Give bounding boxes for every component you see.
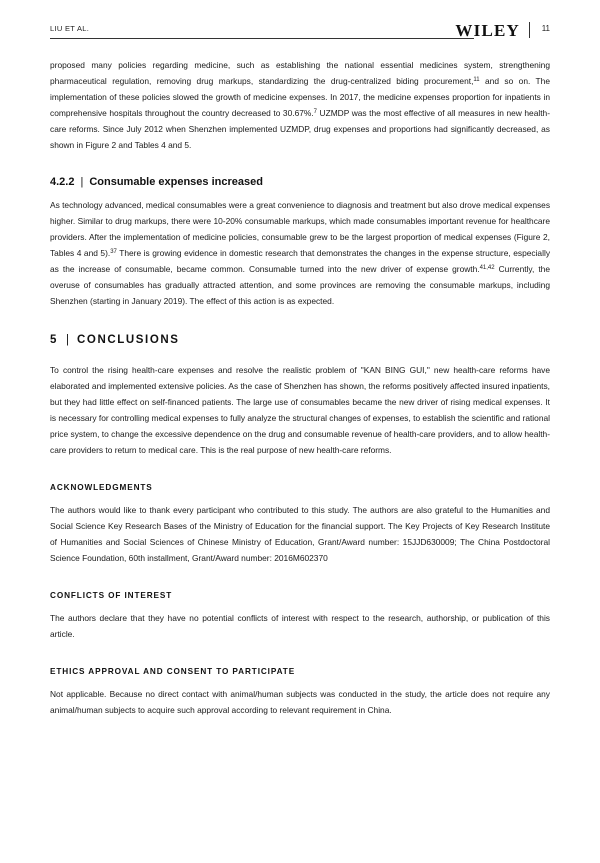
paragraph-ethics-approval: Not applicable. Because no direct contact with animal/human subjects was conducted in the study, the article does not require any animal/human subjects to acquire such approval according to relevant requirement in China. bbox=[50, 689, 550, 715]
paragraph-conflicts-of-interest: The authors declare that they have no potential conflicts of interest with respect to the research, authorship, or publication of this article. bbox=[50, 613, 550, 639]
running-header-authors: LIU ET AL. bbox=[50, 24, 90, 33]
page-number: 11 bbox=[541, 24, 550, 33]
article-body bbox=[50, 57, 550, 718]
heading-ethics-approval: ETHICS APPROVAL AND CONSENT TO PARTICIPATE bbox=[50, 667, 296, 676]
citation[interactable]: 37 bbox=[110, 249, 117, 255]
paragraph-medicine-policies: proposed many policies regarding medicine, such as establishing the national essential medicines system, strengthening pharmaceutical regulation, removing drug markups, standardizing the drug-centralized biding procurement,$^{11}$ and so on. The implementation of these policies slowed the growth of medicine expenses. In 2017, the medicine expenses proportion for inpatients in comprehensive hospitals throughout the country decreased to 30.67%.$^7$ UZMDP was the most effective of all measures in new health-care reforms. Since July 2012 when Shenzhen implemented UZMDP, drug expenses and proportions had significantly decreased, as shown in Figure 2 and Tables 4 and 5. bbox=[50, 60, 550, 150]
paragraph-consumable-expenses: As technology advanced, medical consumables were a great convenience to diagnosis and treatment but also drove medical expenses higher. Similar to drug markups, there were 10-20% consumable markups, which made consumables important revenue for healthcare providers. After the implementation of medicine policies, consumable grew to be the largest proportion of medical expenses (Figure 2, Tables 4 and 5).$^{37}$ There is growing evidence in domestic research that demonstrates the changes in the expense structure, especially as the increase of consumable, became common. Consumable turned into the new driver of expense growth.$^{41,42}$ Currently, the overuse of consumables has gradually attracted attention, and some provinces are removing the consumable markups, including Shenzhen (starting in January 2019). The effect of this action is as expected. bbox=[50, 200, 551, 306]
citation[interactable]: 41,42 bbox=[479, 265, 495, 271]
section-heading-4-2-2: 4.2.2 | Consumable expenses increased bbox=[50, 176, 263, 188]
paragraph-acknowledgments: The authors would like to thank every participant who contributed to this study. The authors are also grateful to the Humanities and Social Science Key Research Bases of the Ministry of Education for the financial support. The Key Projects of Key Research Institute of Humanities and Social Sciences of Chinese Ministry of Education, Grant/Award number: 15JJD630009; The China Postdoctoral Science Foundation, 60th installment, Grant/Award number: 2016M602370 bbox=[50, 505, 550, 563]
citation[interactable]: 7 bbox=[313, 109, 317, 115]
running-header bbox=[50, 20, 550, 46]
paragraph-conclusions: To control the rising health-care expenses and resolve the realistic problem of "KAN BING GUI," new health-care reforms have elaborated and implemented extensive policies. As the case of Shenzhen has shown, the reforms positively affected insured inpatients, but they had little effect on self-financed patients. The large use of consumables became the new driver of rising medical expenses. It is necessary for controlling medical expenses to fully analyze the structural changes of expenses, to establish the scientific and rational price system, to change the excessive dependence on the drug and consumable revenue of health-care providers, and to allow health-care providers to return to medical care. This is the real purpose of new health-care reforms. bbox=[50, 365, 550, 455]
heading-acknowledgments: ACKNOWLEDGMENTS bbox=[50, 483, 153, 492]
header-rule bbox=[50, 38, 474, 39]
section-heading-conclusions: 5 | CONCLUSIONS bbox=[50, 334, 180, 346]
citation[interactable]: 11 bbox=[473, 77, 480, 83]
publisher-logo: WILEY bbox=[455, 21, 520, 40]
header-separator bbox=[529, 22, 530, 38]
heading-conflicts-of-interest: CONFLICTS OF INTEREST bbox=[50, 591, 173, 600]
